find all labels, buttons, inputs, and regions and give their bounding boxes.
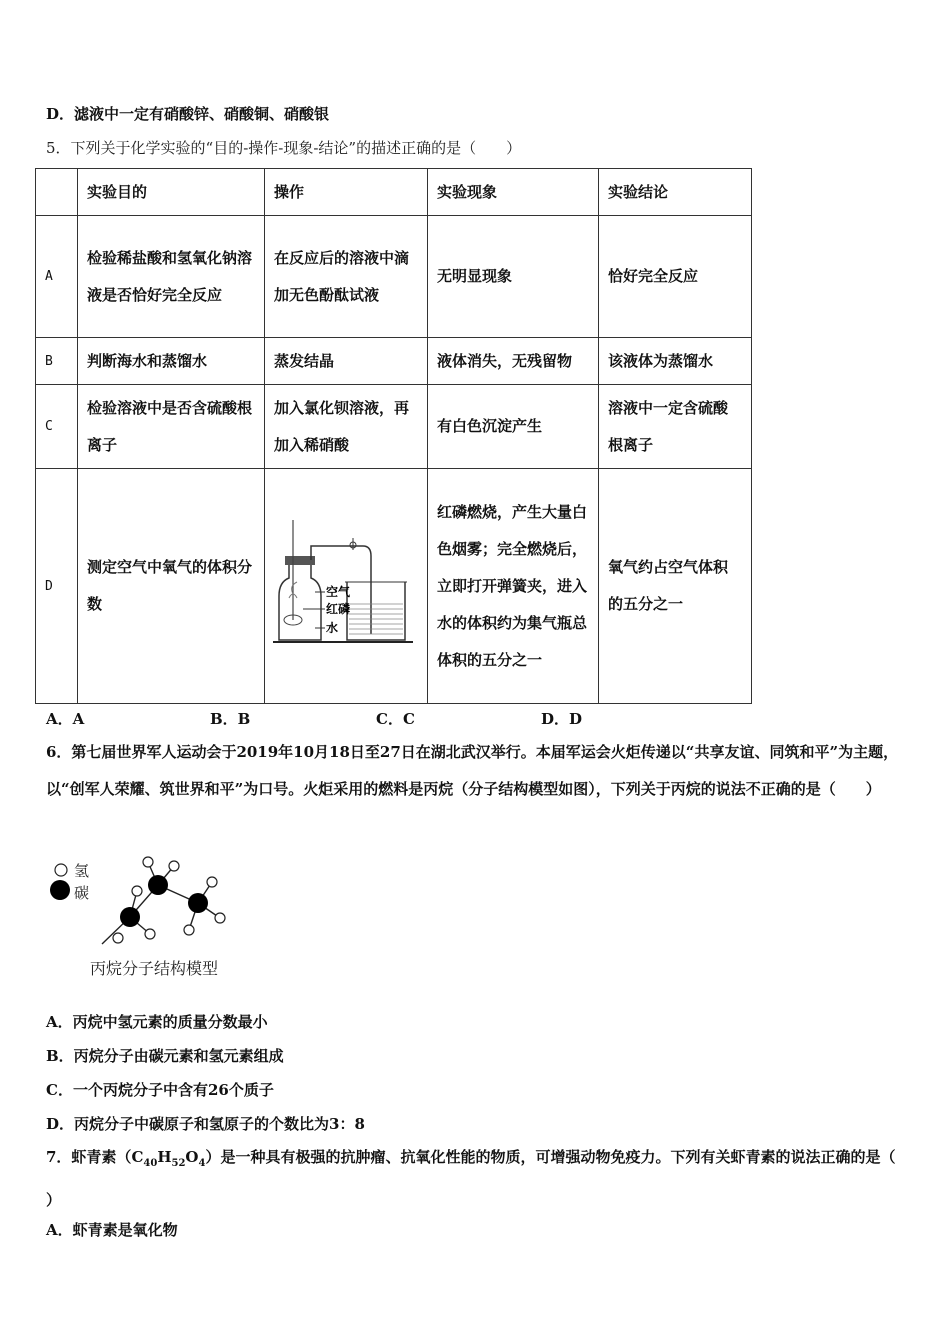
cell-conclusion: 恰好完全反应: [599, 216, 752, 338]
q5-option-c[interactable]: C．C: [376, 710, 415, 728]
cell-purpose: 检验溶液中是否含硫酸根离子: [78, 385, 265, 469]
q7-option-a[interactable]: A．虾青素是氧化物: [46, 1221, 178, 1239]
molecule-caption: 丙烷分子结构模型: [90, 959, 219, 978]
apparatus-diagram: [265, 516, 427, 656]
table-row-d: [36, 469, 752, 704]
previous-option-d: D．滤液中一定有硝酸锌、硝酸铜、硝酸银: [46, 105, 330, 123]
q6-option-d[interactable]: D．丙烷分子中碳原子和氢原子的个数比为3：8: [46, 1115, 365, 1133]
row-label: D: [36, 469, 78, 704]
cell-phenomenon: 无明显现象: [428, 216, 599, 338]
question-6-stem: 6．第七届世界军人运动会于2019年10月18日至27日在湖北武汉举行。本届军运会火炬传递以“共享友谊、同筑和平”为主题，以“创军人荣耀、筑世界和平”为口号。火炬采用的燃料是丙烷（分子结构模型如图），下列关于丙烷的说法不正确的是（ ）: [46, 743, 899, 798]
cell-phenomenon: 液体消失，无残留物: [428, 338, 599, 385]
header-operation: 操作: [265, 169, 428, 216]
legend-carbon-icon: [50, 880, 70, 900]
table-row-b: [36, 338, 752, 385]
q5-option-b[interactable]: B．B: [210, 710, 251, 728]
legend-hydrogen: 氢: [74, 862, 90, 880]
label-water: 水: [326, 621, 339, 635]
q6-option-a[interactable]: A．丙烷中氢元素的质量分数最小: [46, 1013, 268, 1031]
q6-option-b[interactable]: B．丙烷分子由碳元素和氢元素组成: [46, 1047, 284, 1065]
header-purpose: 实验目的: [78, 169, 265, 216]
label-air: 空气: [326, 585, 351, 599]
row-label: B: [36, 338, 78, 385]
q5-option-a[interactable]: A．A: [46, 710, 85, 728]
cell-conclusion: 该液体为蒸馏水: [599, 338, 752, 385]
cell-purpose: 检验稀盐酸和氢氧化钠溶液是否恰好完全反应: [78, 216, 265, 338]
experiment-table: [35, 168, 752, 704]
cell-operation: 蒸发结晶: [265, 338, 428, 385]
legend-hydrogen-icon: [55, 864, 67, 876]
cell-operation: 在反应后的溶液中滴加无色酚酞试液: [265, 216, 428, 338]
cell-conclusion: 溶液中一定含硫酸根离子: [599, 385, 752, 469]
table-header-row: [36, 169, 752, 216]
q6-option-c[interactable]: C．一个丙烷分子中含有26个质子: [46, 1081, 274, 1099]
cell-operation-apparatus: [265, 469, 428, 704]
cell-purpose: 测定空气中氧气的体积分数: [78, 469, 265, 704]
row-label: C: [36, 385, 78, 469]
cell-phenomenon: 有白色沉淀产生: [428, 385, 599, 469]
cell-purpose: 判断海水和蒸馏水: [78, 338, 265, 385]
header-phenomenon: 实验现象: [428, 169, 599, 216]
cell-phenomenon: 红磷燃烧，产生大量白色烟雾；完全燃烧后，立即打开弹簧夹，进入水的体积约为集气瓶总体积的五分之一: [428, 469, 599, 704]
table-row-c: [36, 385, 752, 469]
legend-carbon: 碳: [74, 884, 90, 902]
label-red-phosphorus: 红磷: [326, 602, 351, 616]
question-5-stem: 5．下列关于化学实验的“目的-操作-现象-结论”的描述正确的是（ ）: [46, 139, 522, 157]
table-row-a: [36, 216, 752, 338]
cell-operation: 加入氯化钡溶液，再加入稀硝酸: [265, 385, 428, 469]
question-7-stem: 7．虾青素$(C_{40}H_{52}O_4)$是一种具有极强的抗肿瘤、抗氧化性能的物质，可增强动物免疫力。下列有关虾青素的说法正确的是（ ）: [46, 1148, 896, 1209]
q5-option-d[interactable]: D．D: [541, 710, 583, 728]
cell-conclusion: 氧气约占空气体积的五分之一: [599, 469, 752, 704]
header-conclusion: 实验结论: [599, 169, 752, 216]
row-label: A: [36, 216, 78, 338]
